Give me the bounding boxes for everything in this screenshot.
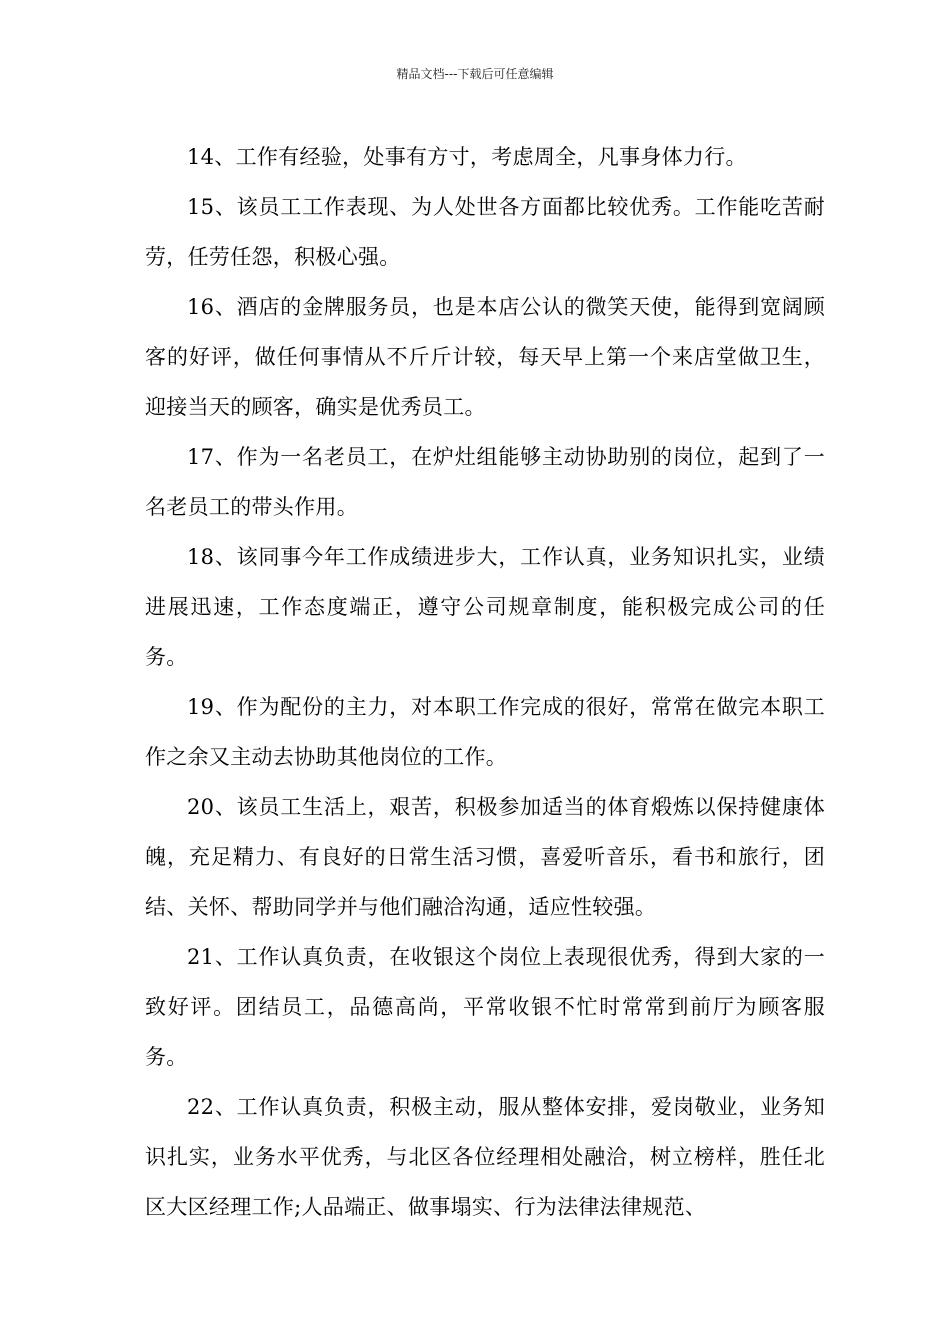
paragraph-14: 14、工作有经验，处事有方寸，考虑周全，凡事身体力行。 xyxy=(187,145,747,169)
page-header: 精品文档---下载后可任意编辑 xyxy=(396,67,554,81)
paragraph-22: 22、工作认真负责，积极主动，服从整体安排，爱岗敬业，业务知识扎实，业务水平优秀，与北区各位经理相处融洽，树立榜样，胜任北区大区经理工作;人品端正、做事塌实、行为法律法律规范、 xyxy=(145,1095,825,1219)
paragraph-21: 21、工作认真负责，在收银这个岗位上表现很优秀，得到大家的一致好评。团结员工，品德高尚，平常收银不忙时常常到前厅为顾客服务。 xyxy=(145,945,825,1069)
paragraph-17: 17、作为一名老员工，在炉灶组能够主动协助别的岗位，起到了一名老员工的带头作用。 xyxy=(145,445,825,519)
paragraph-15: 15、该员工工作表现、为人处世各方面都比较优秀。工作能吃苦耐劳，任劳任怨，积极心强。 xyxy=(145,195,825,269)
document-body xyxy=(145,132,825,1232)
paragraph-16: 16、酒店的金牌服务员，也是本店公认的微笑天使，能得到宽阔顾客的好评，做任何事情从不斤斤计较，每天早上第一个来店堂做卫生，迎接当天的顾客，确实是优秀员工。 xyxy=(145,295,825,419)
paragraph-20: 20、该员工生活上，艰苦，积极参加适当的体育煅炼以保持健康体魄，充足精力、有良好的日常生活习惯，喜爱听音乐，看书和旅行，团结、关怀、帮助同学并与他们融洽沟通，适应性较强。 xyxy=(145,795,825,919)
paragraph-18: 18、该同事今年工作成绩进步大，工作认真，业务知识扎实，业绩进展迅速，工作态度端正，遵守公司规章制度，能积极完成公司的任务。 xyxy=(145,545,825,669)
paragraph-19: 19、作为配份的主力，对本职工作完成的很好，常常在做完本职工作之余又主动去协助其他岗位的工作。 xyxy=(145,695,825,769)
